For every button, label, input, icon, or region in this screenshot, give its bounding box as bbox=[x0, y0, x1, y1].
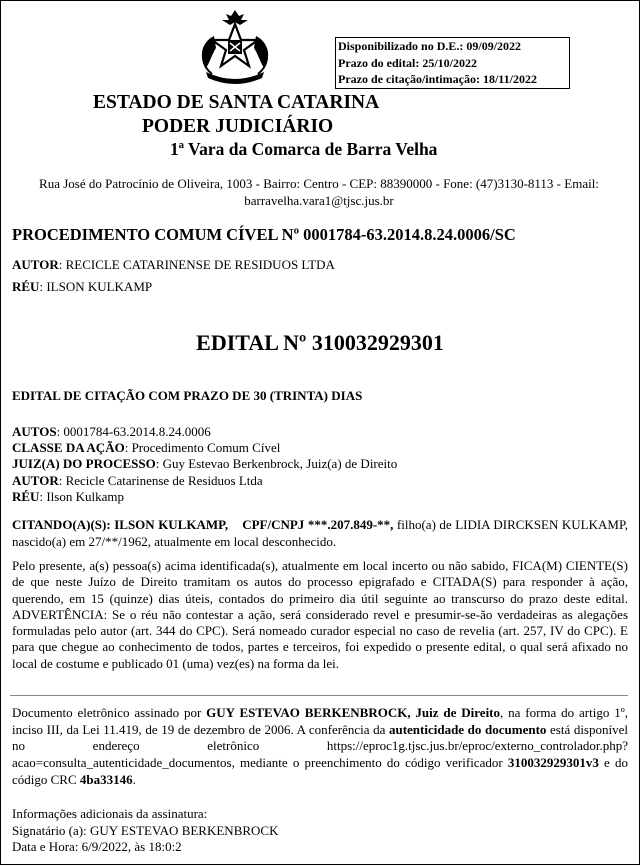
classe-line bbox=[12, 440, 397, 456]
citando-cpf: CPF/CNPJ ***.207.849-**, bbox=[242, 517, 394, 532]
signature-text-5: . bbox=[132, 771, 136, 787]
reu-label: RÉU bbox=[12, 279, 40, 294]
case-details bbox=[12, 424, 397, 505]
reu-value: : ILSON KULKAMP bbox=[39, 279, 153, 294]
datetime-line: Data e Hora: 6/9/2022, às 18:0:2 bbox=[12, 839, 182, 854]
details-reu-value: : Ilson Kulkamp bbox=[39, 488, 124, 504]
citando-separator: : bbox=[106, 517, 115, 532]
court-heading: 1ª Vara da Comarca de Barra Velha bbox=[170, 139, 438, 159]
address-line: Rua José do Patrocínio de Oliveira, 1003 - Bairro: Centro - CEP: 88390000 - Fone: (47)3130-8113 - Email: bbox=[39, 176, 599, 191]
signature-text-3: está disponível no endereço eletrônico https://eproc1g.tjsc.jus.br/eproc/externo_controlador.php?acao=consulta_autenticidade_documentos, mediante o preenchimento do código verificador bbox=[12, 721, 628, 771]
classe-value: : Procedimento Comum Cível bbox=[124, 440, 281, 456]
court-address bbox=[10, 175, 628, 209]
classe-label: CLASSE DA AÇÃO bbox=[12, 440, 125, 456]
divider bbox=[10, 695, 628, 696]
signatory-line: Signatário (a): GUY ESTEVAO BERKENBROCK bbox=[12, 822, 279, 838]
signature-text-2: , na forma do artigo 1º, inciso III, da Lei 11.419, de 19 de dezembro de 2006. A conferência da bbox=[12, 705, 628, 737]
citation-deadline: Prazo de citação/intimação: 18/11/2022 bbox=[338, 72, 537, 86]
details-autor-label: AUTOR bbox=[12, 472, 59, 488]
signature-paragraph bbox=[12, 705, 628, 789]
citando-paragraph bbox=[12, 517, 628, 550]
citando-gap bbox=[228, 517, 242, 532]
crc-code: 4ba33146 bbox=[79, 771, 133, 787]
state-heading: ESTADO DE SANTA CATARINA bbox=[93, 92, 380, 113]
juiz-line bbox=[12, 456, 397, 472]
juiz-label: JUIZ(A) DO PROCESSO bbox=[12, 456, 156, 472]
verifier-code: 310032929301v3 bbox=[507, 755, 599, 771]
autor-line bbox=[12, 257, 335, 273]
autor-label: AUTOR bbox=[12, 257, 59, 272]
signer-name: GUY ESTEVAO BERKENBROCK, Juiz de Direito bbox=[206, 705, 501, 720]
edital-subtitle: EDITAL DE CITAÇÃO COM PRAZO DE 30 (TRINTA) DIAS bbox=[12, 388, 363, 403]
publication-date: Disponibilizado no D.E.: 09/09/2022 bbox=[338, 39, 522, 53]
details-reu-line bbox=[12, 489, 397, 505]
edital-body: Pelo presente, a(s) pessoa(s) acima identificada(s), atualmente em local incerto ou não sabido, FICA(M) CIENTE(S) de que neste Juízo de Direito tramitam os autos do processo epigrafado e CITADA(S) para responder à ação, querendo, em 15 (quinze) dias úteis, contados do primeiro dia útil seguinte ao transcurso do prazo deste edital. ADVERTÊNCIA: Se o réu não contestar a ação, será considerado revel e presumir-se-ão verdadeiras as alegações formuladas pelo autor (art. 344 do CPC). Será nomeado curador especial no caso de revelia (art. 257, IV do CPC). E para que chegue ao conhecimento de todos, partes e terceiros, foi expedido o presente edital, o qual será afixado no local de costume e publicado 01 (uma) vez(es) na forma da lei. bbox=[12, 558, 628, 671]
edital-title: EDITAL Nº 310032929301 bbox=[196, 330, 444, 355]
signature-info-heading: Informações adicionais da assinatura: bbox=[12, 806, 208, 821]
autos-value: : 0001784-63.2014.8.24.0006 bbox=[56, 424, 211, 439]
procedure-title: PROCEDIMENTO COMUM CÍVEL Nº 0001784-63.2014.8.24.0006/SC bbox=[12, 225, 516, 244]
signature-text-1: Documento eletrônico assinado por bbox=[12, 705, 207, 720]
signature-text-4: e do código CRC bbox=[12, 755, 628, 787]
authenticity-label: autenticidade do documento bbox=[388, 721, 547, 737]
details-reu-label: RÉU bbox=[12, 488, 40, 504]
details-autor-value: : Recicle Catarinense de Residuos Ltda bbox=[58, 472, 263, 488]
judiciary-heading: PODER JUDICIÁRIO bbox=[142, 116, 334, 137]
email-line: barravelha.vara1@tjsc.jus.br bbox=[244, 193, 394, 208]
citando-label: CITANDO(A)(S) bbox=[12, 517, 107, 532]
publication-dates-box bbox=[335, 37, 570, 89]
autor-value: : RECICLE CATARINENSE DE RESIDUOS LTDA bbox=[58, 257, 335, 272]
citando-rest: filho(a) de LIDIA DIRCKSEN KULKAMP, nascido(a) em 27/**/1962, atualmente em local desconhecido. bbox=[12, 517, 628, 549]
details-autor-line bbox=[12, 473, 397, 489]
signature-info bbox=[12, 806, 279, 856]
reu-line bbox=[12, 279, 152, 295]
juiz-value: : Guy Estevao Berkenbrock, Juiz(a) de Direito bbox=[155, 456, 398, 472]
autos-label: AUTOS bbox=[12, 424, 57, 439]
autos-line bbox=[12, 424, 397, 440]
edital-deadline: Prazo do edital: 25/10/2022 bbox=[338, 55, 477, 70]
citando-name: ILSON KULKAMP, bbox=[114, 517, 229, 532]
santa-catarina-coat-of-arms-icon bbox=[192, 6, 278, 86]
